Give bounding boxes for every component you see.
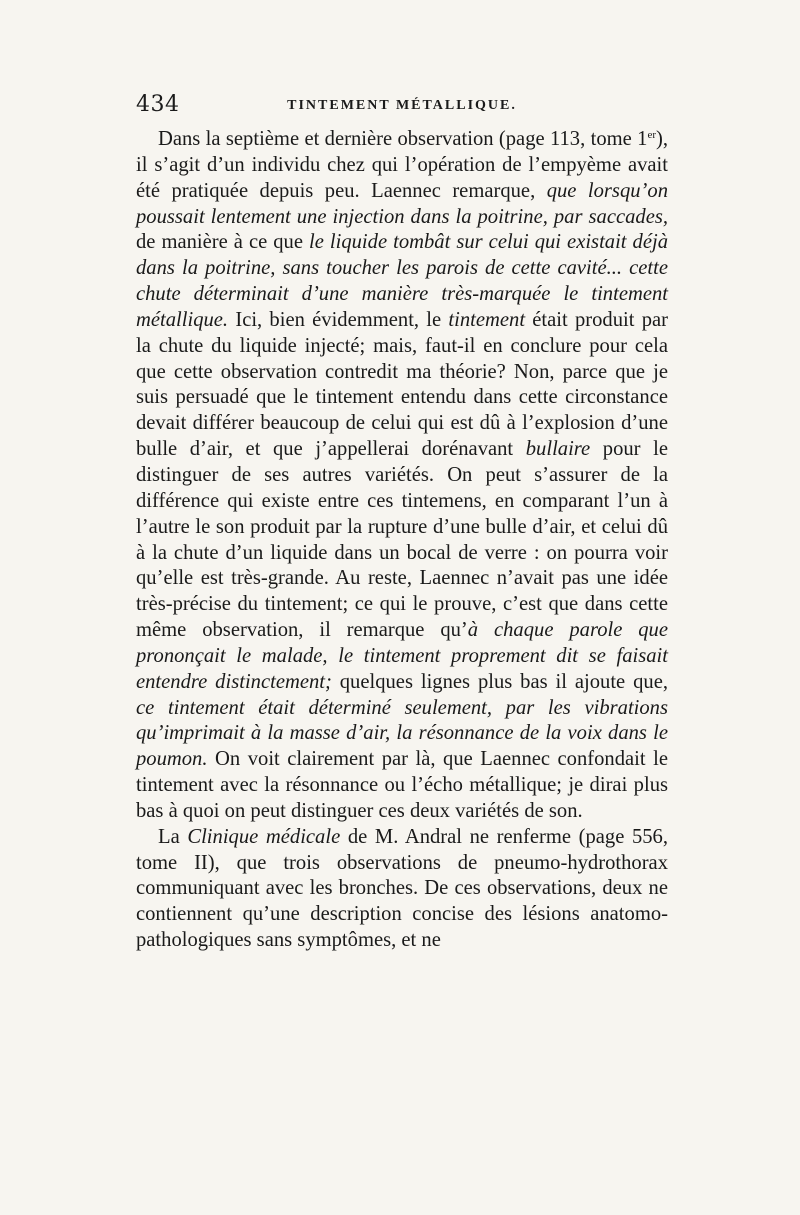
text-run: On voit clairement par là, que Laennec confondait le tintement avec la résonnance ou l’écho métallique; je dirai plus bas à quoi on peut distinguer ces deux variétés de son.: [136, 748, 668, 822]
text-run: quelques lignes plus bas il ajoute que,: [331, 670, 668, 693]
superscript: er: [647, 129, 656, 141]
text-run: était produit par la chute du liquide injecté; mais, faut-il en conclure pour cela que cette observation contredit ma théorie? Non, parce que je suis persuadé que le tintement entendu dans cette circonstance devait différer beaucoup de celui qui est dû à l’explosion d’une bulle d’air, et que j’appellerai dorénavant: [136, 308, 668, 461]
text-run: de M. Andral ne renferme (page 556, tome II), que trois observations de pneumo-hydrothorax communiquant avec les bronches. De ces observations, deux ne contiennent qu’une description concise des lésions anatomo-pathologiques sans symptômes, et ne: [136, 825, 668, 952]
italic-phrase: bullaire: [525, 438, 591, 461]
page-number: 434: [136, 92, 180, 117]
text-run: pour le distinguer de ses autres variétés. On peut s’assurer de la différence qui existe entre ces tintemens, en comparant l’un à l’autre le son produit par la rupture d’une bulle d’air, et celui dû à la chute d’un liquide dans un bocal de verre : on pourra voir qu’elle est très-grande. Au reste, Laennec n’avait pas une idée très-précise du tintement; ce qui le prouve, c’est que dans cette même observation, il remarque qu’: [136, 438, 668, 642]
page-header: [136, 92, 668, 122]
italic-phrase: Clinique médicale: [187, 825, 341, 848]
text-run: La: [158, 825, 188, 848]
italic-phrase: à chaque parole que prononçait le malade, le tintement proprement dit se faisait entendre distinctement;: [136, 619, 668, 693]
running-title: TINTEMENT MÉTALLIQUE.: [287, 98, 517, 113]
italic-phrase: tintement: [448, 308, 526, 331]
body-text: [136, 127, 668, 954]
paragraph: [136, 825, 668, 954]
italic-phrase: que lorsqu’on poussait lentement une injection dans la poitrine, par saccades,: [136, 179, 668, 228]
text-run: Dans la septième et dernière observation (page 113, tome 1: [158, 128, 648, 150]
paragraph: [136, 127, 668, 825]
text-run: de manière à ce que: [136, 231, 310, 254]
italic-phrase: ce tintement était déterminé seulement, par les vibrations qu’imprimait à la masse d’air, la résonnance de la voix dans le poumon.: [136, 696, 668, 771]
text-run: ), il s’agit d’un individu chez qui l’opération de l’empyème avait été pratiquée depuis peu. Laennec remarque,: [136, 128, 668, 202]
italic-phrase: le liquide tombât sur celui qui existait déjà dans la poitrine, sans toucher les parois de cette cavité... cette chute déterminait d’une manière très-marquée le tintement métallique.: [136, 231, 669, 331]
text-run: Ici, bien évidemment, le: [228, 308, 449, 331]
